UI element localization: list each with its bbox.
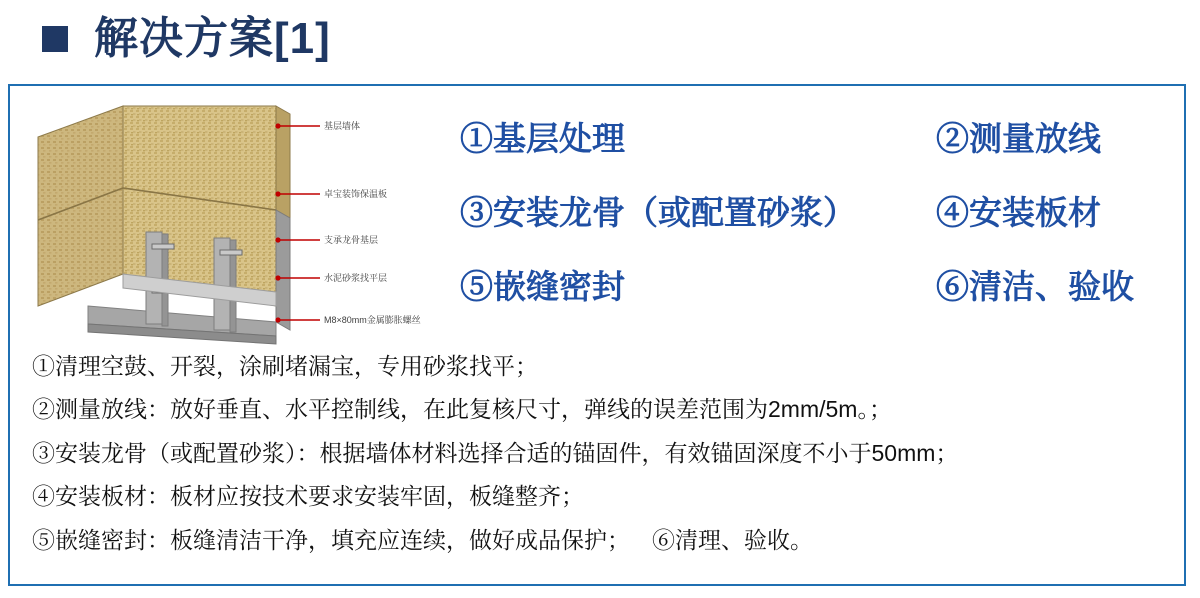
description-line-3: ③安装龙骨（或配置砂浆）：根据墙体材料选择合适的锚固件，有效锚固深度不小于50mm； (32, 439, 959, 466)
page-title: 解决方案[1] (94, 14, 331, 63)
svg-text:卓宝装饰保温板: 卓宝装饰保温板 (324, 189, 388, 199)
content-panel (8, 84, 1186, 586)
step-item-3: ③安装龙骨（或配置砂浆） (460, 194, 856, 231)
svg-text:M8×80mm金属膨胀螺丝: M8×80mm金属膨胀螺丝 (324, 315, 421, 325)
step-item-6: ⑥清洁、验收 (936, 268, 1134, 305)
svg-text:水泥砂浆找平层: 水泥砂浆找平层 (324, 273, 388, 283)
top-area (10, 86, 1184, 348)
step-item-2: ②测量放线 (936, 120, 1101, 157)
description-line-5-text: ⑤嵌缝密封：板缝清洁干净，填充应连续，做好成品保护； (32, 526, 630, 553)
description-line-6-text: ⑥清理、验收。 (652, 526, 813, 553)
description-line-5 (32, 526, 1172, 555)
description-line-1: ①清理空鼓、开裂，涂刷堵漏宝，专用砂浆找平； (32, 353, 538, 379)
description-line-2: ②测量放线：放好垂直、水平控制线，在此复核尺寸，弹线的误差范围为2mm/5m。； (32, 396, 892, 423)
svg-text:支承龙骨基层: 支承龙骨基层 (324, 235, 379, 245)
step-item-1: ①基层处理 (460, 120, 625, 157)
description-line-4: ④安装板材：板材应按技术要求安装牢固，板缝整齐； (32, 483, 584, 510)
page-title-row (0, 8, 1200, 70)
steps-list (450, 104, 1180, 334)
step-item-5: ⑤嵌缝密封 (460, 268, 625, 305)
step-item-4: ④安装板材 (936, 194, 1101, 231)
wall-insulation-cross-section-diagram (28, 92, 428, 347)
svg-text:基层墙体: 基层墙体 (324, 121, 361, 131)
title-bullet-icon (42, 26, 68, 52)
description-list (32, 352, 1172, 555)
